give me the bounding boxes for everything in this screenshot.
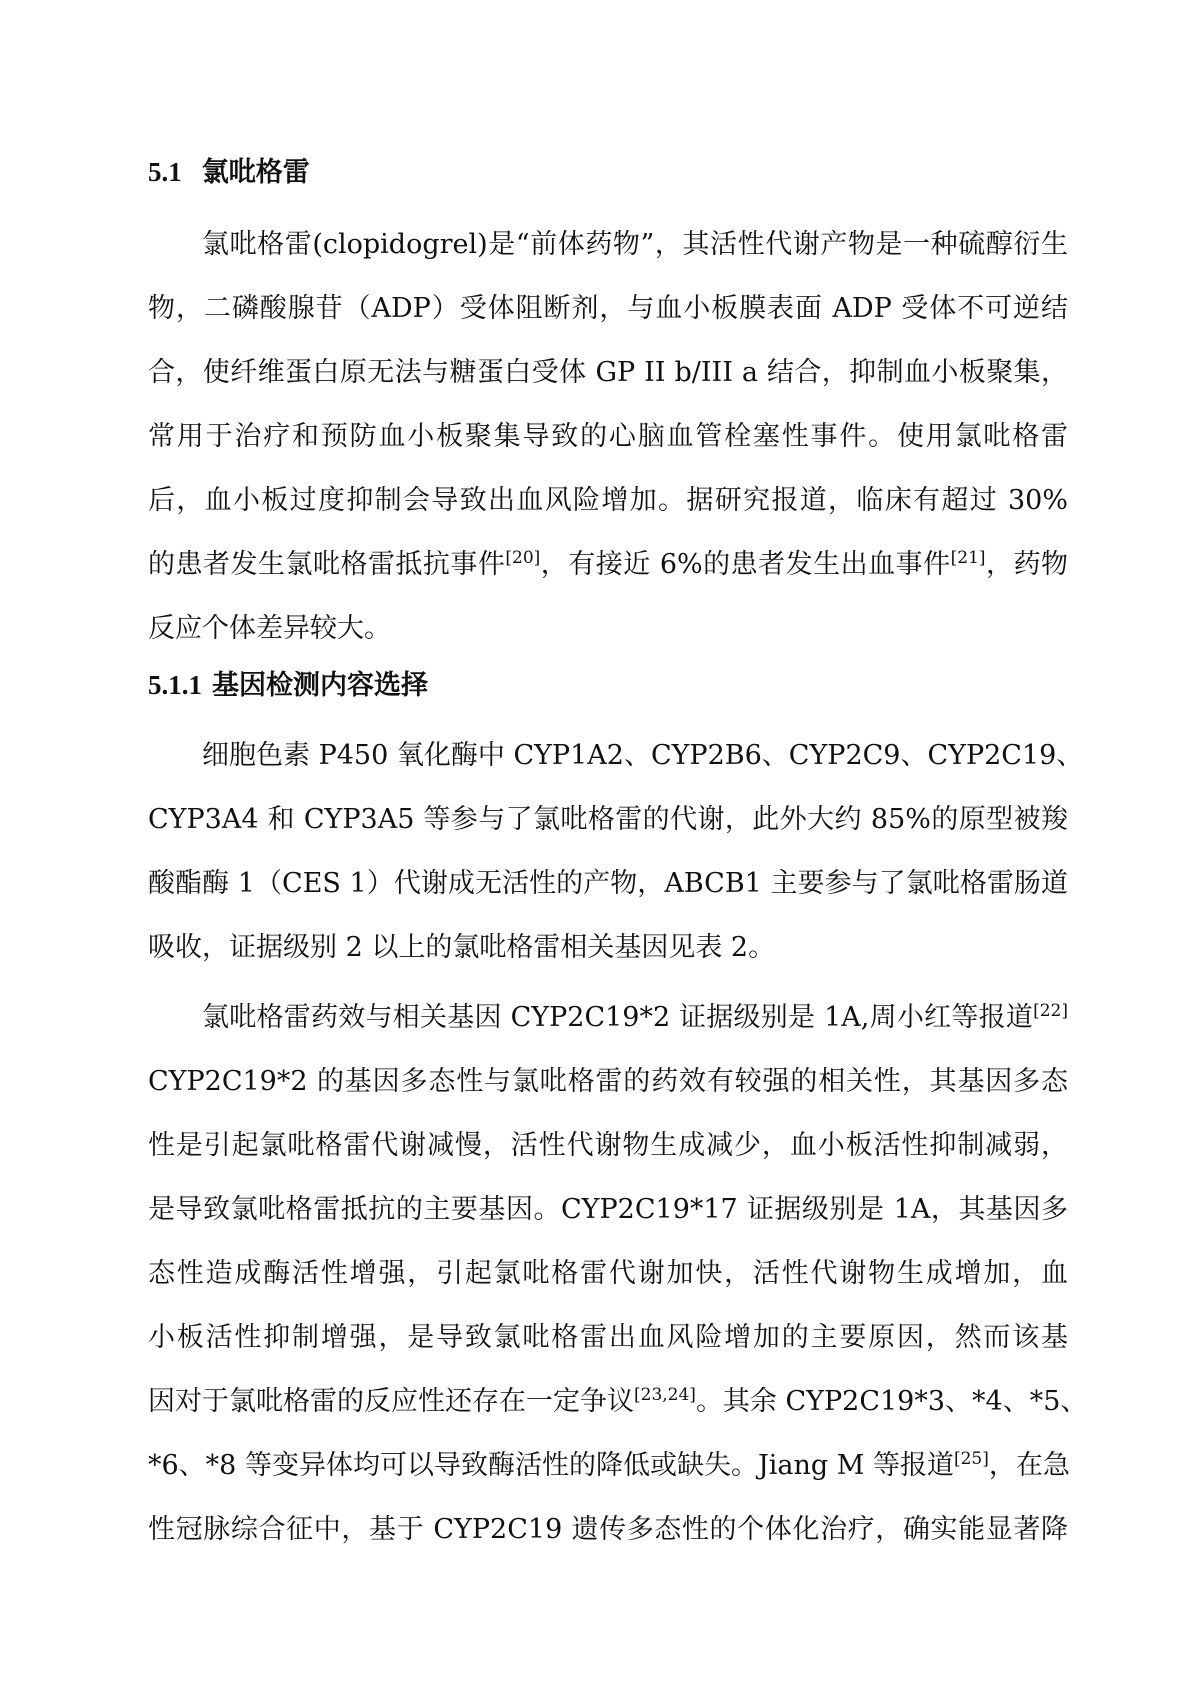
paragraph-cyp2c19 [148,986,1088,1562]
page-content [148,152,1088,1562]
section-title: 氯吡格雷 [201,157,310,188]
text-line: CYP2C19*2 的基因多态性与氯吡格雷的药效有较强的相关性，其基因多态 [148,1066,1068,1097]
text-span: ，药物 [985,549,1069,580]
citation-21: [21] [950,548,986,568]
text-line: CYP3A4 和 CYP3A5 等参与了氯吡格雷的代谢，此外大约 85%的原型被羧 [148,804,1068,835]
citation-20: [20] [505,548,541,568]
text-line: 吸收，证据级别 2 以上的氯吡格雷相关基因见表 2。 [148,932,776,963]
citation-22: [22] [1033,1001,1068,1021]
text-line: 性是引起氯吡格雷代谢减慢，活性代谢物生成减少，血小板活性抑制减弱， [148,1130,1068,1161]
section-heading [148,152,1068,193]
text-span: 氯吡格雷药效与相关基因 CYP2C19*2 证据级别是 1A,周小红等报道 [202,1002,1034,1033]
text-line: 常用于治疗和预防血小板聚集导致的心脑血管栓塞性事件。使用氯吡格雷 [148,421,1068,452]
subsection-heading [148,665,1068,706]
text-span: ，在急 [988,1450,1070,1481]
section-number: 5.1 [148,157,182,187]
paragraph-genes [148,724,1084,980]
text-line: 物，二磷酸腺苷（ADP）受体阻断剂，与血小板膜表面 ADP 受体不可逆结 [148,293,1068,324]
text-line: 酸酯酶 1（CES 1）代谢成无活性的产物，ABCB1 主要参与了氯吡格雷肠道 [148,868,1068,899]
text-line: 反应个体差异较大。 [148,613,391,644]
subsection-number: 5.1.1 [148,670,202,700]
text-line: 是导致氯吡格雷抵抗的主要基因。CYP2C19*17 证据级别是 1A，其基因多 [148,1194,1068,1225]
citation-25: [25] [953,1449,989,1469]
text-span: 的患者发生氯吡格雷抵抗事件 [148,549,506,580]
text-line: 细胞色素 P450 氧化酶中 CYP1A2、CYP2B6、CYP2C9、CYP2C19、 [202,740,1084,771]
text-line [148,1434,1068,1498]
text-line: 态性造成酶活性增强，引起氯吡格雷代谢加快，活性代谢物生成增加，血 [148,1258,1068,1289]
text-line [148,986,1068,1050]
text-line [148,533,1068,597]
paragraph-intro [148,213,1068,661]
text-span: 因对于氯吡格雷的反应性还存在一定争议 [148,1386,634,1417]
text-line: 合，使纤维蛋白原无法与糖蛋白受体 GP II b/III a 结合，抑制血小板聚集， [148,357,1068,388]
text-line: 小板活性抑制增强，是导致氯吡格雷出血风险增加的主要原因，然而该基 [148,1322,1068,1353]
text-span: *6、*8 等变异体均可以导致酶活性的降低或缺失。Jiang M 等报道 [148,1450,954,1481]
text-line: 后，血小板过度抑制会导致出血风险增加。据研究报道，临床有超过 30% [148,485,1068,516]
text-line [148,1370,1088,1434]
text-line: 氯吡格雷(clopidogrel)是“前体药物”，其活性代谢产物是一种硫醇衍生 [202,229,1068,260]
text-span: ，有接近 6%的患者发生出血事件 [540,549,951,580]
text-span: 。其余 CYP2C19*3、*4、*5、 [695,1386,1088,1417]
text-line: 性冠脉综合征中，基于 CYP2C19 遗传多态性的个体化治疗，确实能显著降 [148,1514,1068,1545]
subsection-title: 基因检测内容选择 [212,670,428,701]
citation-23-24: [23,24] [634,1385,696,1405]
